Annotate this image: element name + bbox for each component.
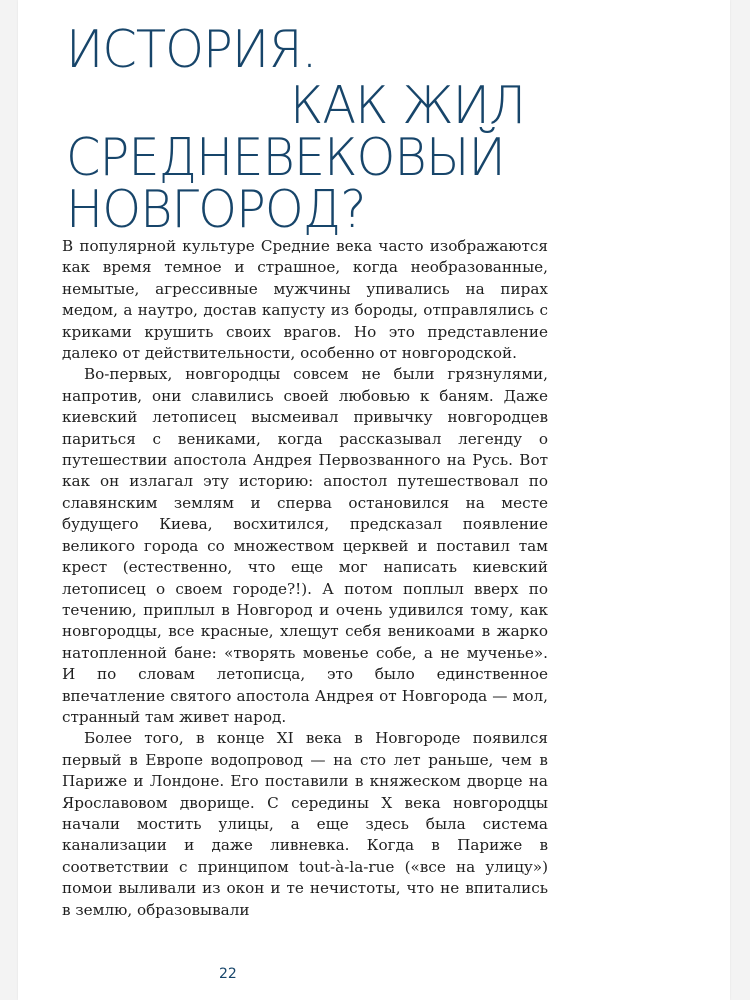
paragraph-3: Более того, в конце XI века в Новгороде появился первый в Европе водопровод — на сто лет раньше, чем в Париже и Лондоне. Его поставили в княжеском дворце на Ярославовом дворище. С середины X века новгородцы начали мостить улицы, а еще здесь была система канализации и даже ливневка. Когда в Париже в соответствии с принципом tout-à-la-rue («все на улицу») помои выливали из окон и те нечистоты, что не впитались в землю, образовывали	[62, 729, 548, 919]
title-line-4: НОВГОРОД?	[66, 180, 366, 240]
page-number: 22	[219, 966, 237, 982]
paragraph-1: В популярной культуре Средние века часто изображаются как время темное и страшное, когда необразованные, немытые, агрессивные мужчины упивались на пирах медом, а наутро, достав капусту из бороды, отправлялись с криками крушить своих врагов. Но это представление далеко от действительности, особенно от новгородской.	[62, 237, 548, 363]
title-line-2: КАК ЖИЛ	[290, 76, 526, 136]
title-line-3: СРЕДНЕВЕКОВЫЙ	[66, 128, 505, 188]
body-text	[62, 236, 548, 921]
chapter-title	[66, 20, 686, 240]
title-line-1: ИСТОРИЯ.	[66, 20, 317, 80]
paragraph-2: Во-первых, новгородцы совсем не были грязнулями, напротив, они славились своей любовью к баням. Даже киевский летописец высмеивал привычку новгородцев париться с вениками, когда рассказывал легенду о путешествии апостола Андрея Первозванного на Русь. Вот как он излагал эту историю: апостол путешествовал по славянским землям и сперва остановился на месте будущего Киева, восхитился, предсказал появление великого города со множеством церквей и поставил там крест (естественно, что еще мог написать киевский летописец о своем городе?!). А потом поплыл вверх по течению, приплыл в Новгород и очень удивился тому, как новгородцы, все красные, хлещут себя веникоами в жарко натопленной бане: «творять мовенье собе, а не мученье». И по словам летописца, это было единственное впечатление святого апостола Андрея от Новгорода — мол, странный там живет народ.	[62, 365, 548, 726]
book-page	[18, 0, 730, 1000]
